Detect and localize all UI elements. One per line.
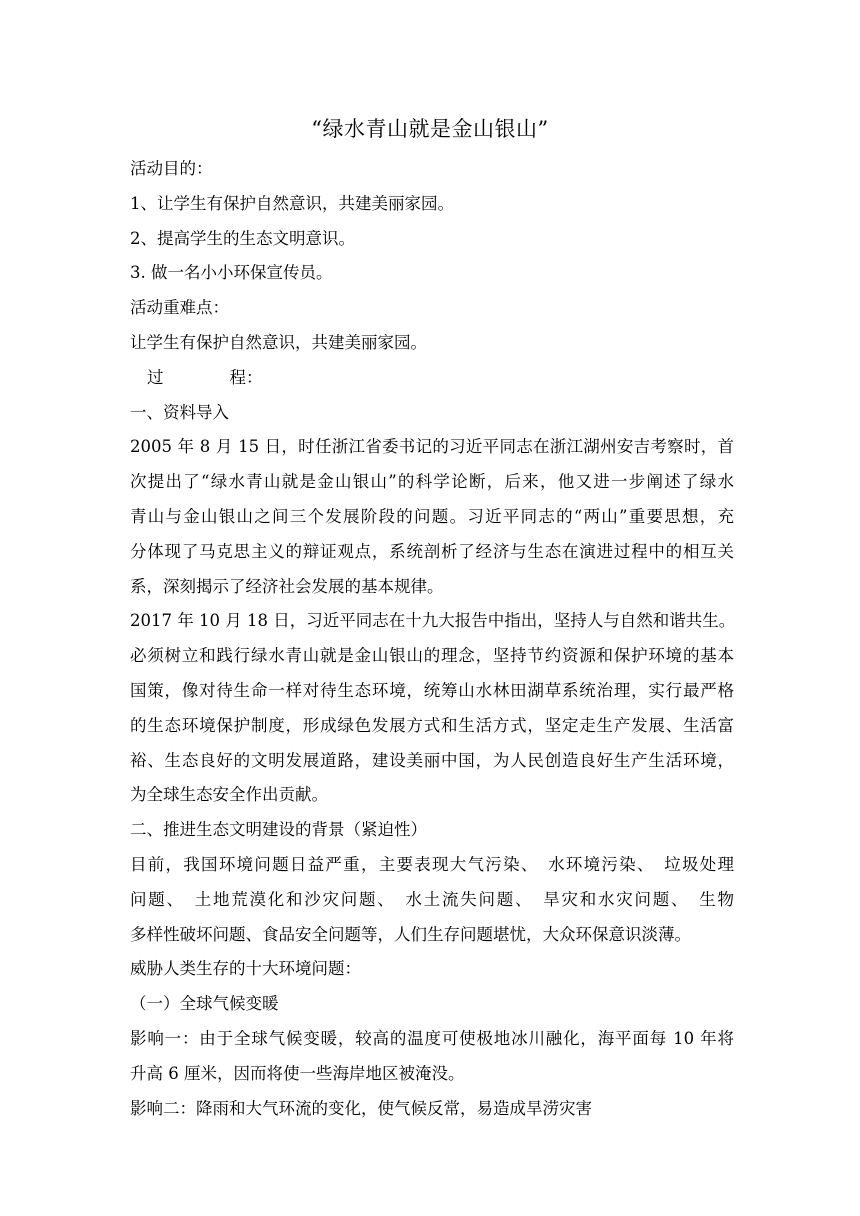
paragraph-line: 多样性破坏问题、食品安全问题等，人们生存问题堪忧，大众环保意识淡薄。 — [130, 924, 691, 944]
paragraph-line: 影响二：降雨和大气环流的变化，使气候反常，易造成旱涝灾害 — [130, 1098, 592, 1118]
section-heading-intro: 一、资料导入 — [130, 402, 229, 422]
paragraph-line: 目前，我国环境问题日益严重，主要表现大气污染、 水环境污染、 垃圾处理 — [130, 854, 734, 874]
paragraph-line: 系，深刻揭示了经济社会发展的基本规律。 — [130, 576, 444, 596]
paragraph-line: 裕、生态良好的文明发展道路，建设美丽中国，为人民创造良好生产生活环境， — [130, 750, 734, 770]
section-heading-key-points: 活动重难点： — [130, 298, 229, 318]
subheading-global-warming: （一）全球气候变暖 — [130, 994, 279, 1014]
paragraph-line: 升高 6 厘米，因而将使一些海岸地区被淹没。 — [130, 1063, 465, 1083]
paragraph-line: 问题、 土地荒漠化和沙灾问题、 水土流失问题、 旱灾和水灾问题、 生物 — [130, 889, 734, 909]
document-body — [130, 152, 734, 1126]
paragraph-line: 影响一：由于全球气候变暖，较高的温度可使极地冰川融化，海平面每 10 年将 — [130, 1028, 734, 1048]
paragraph-line: 青山与金山银山之间三个发展阶段的问题。习近平同志的“两山”重要思想，充 — [130, 506, 734, 526]
process-heading-part1: 过 — [147, 367, 164, 387]
goal-item-1: 1、让学生有保护自然意识，共建美丽家园。 — [130, 193, 454, 213]
section-heading-threats: 威胁人类生存的十大环境问题： — [130, 959, 361, 979]
section-heading-process — [130, 361, 734, 396]
goal-item-3: 3. 做一名小小环保宣传员。 — [130, 263, 333, 283]
section-heading-background: 二、推进生态文明建设的背景（紧迫性） — [130, 820, 427, 840]
paragraph-line: 2005 年 8 月 15 日，时任浙江省委书记的习近平同志在浙江湖州安吉考察时，首 — [130, 437, 734, 457]
paragraph-line: 2017 年 10 月 18 日，习近平同志在十九大报告中指出，坚持人与自然和谐共生。 — [130, 611, 736, 631]
goal-item-2: 2、提高学生的生态文明意识。 — [130, 228, 355, 248]
paragraph-line: 为全球生态安全作出贡献。 — [130, 785, 328, 805]
document-title: “绿水青山就是金山银山” — [311, 117, 549, 141]
paragraph-line: 必须树立和践行绿水青山就是金山银山的理念，坚持节约资源和保护环境的基本 — [130, 646, 734, 666]
paragraph-line: 国策，像对待生命一样对待生态环境，统筹山水林田湖草系统治理，实行最严格 — [130, 680, 734, 700]
paragraph-line: 次提出了“绿水青山就是金山银山”的科学论断，后来，他又进一步阐述了绿水 — [130, 472, 734, 492]
section-heading-goals: 活动目的： — [130, 159, 213, 178]
key-point-text: 让学生有保护自然意识，共建美丽家园。 — [130, 332, 427, 352]
process-heading-part2: 程： — [229, 367, 263, 387]
paragraph-line: 的生态环境保护制度，形成绿色发展方式和生活方式，坚定走生产发展、生活富 — [130, 715, 734, 735]
paragraph-line: 分体现了马克思主义的辩证观点，系统剖析了经济与生态在演进过程中的相互关 — [130, 541, 734, 561]
